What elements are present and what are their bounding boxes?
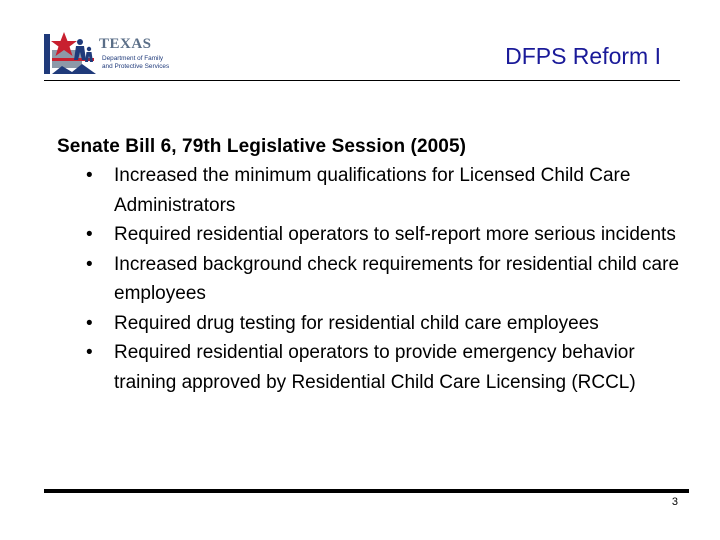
header-divider <box>44 80 680 81</box>
bullet-text: Required drug testing for residential child care employees <box>114 312 599 334</box>
bullet-item <box>57 309 697 339</box>
bullet-dot-icon: • <box>86 312 93 334</box>
bullet-list <box>57 161 697 397</box>
bullet-text: Increased the minimum qualifications for Licensed Child Care Administrators <box>114 165 631 216</box>
logo-subtitle-line-2: and Protective Services <box>102 63 170 70</box>
content-heading: Senate Bill 6, 79th Legislative Session (2005) <box>57 136 467 157</box>
slide-content <box>57 133 697 397</box>
bullet-text: Increased background check requirements for residential child care employees <box>114 253 680 304</box>
bullet-text: Required residential operators to provide emergency behavior training approved by Residential Child Care Licensing (RCCL) <box>114 342 636 393</box>
bullet-dot-icon: • <box>86 253 93 275</box>
bullet-item <box>57 250 697 309</box>
bullet-dot-icon: • <box>86 342 93 363</box>
footer-divider <box>44 489 689 493</box>
logo-subtitle-line-1: Department of Family <box>102 55 164 62</box>
bullet-text: Required residential operators to self-report more serious incidents <box>114 224 676 245</box>
slide-title: DFPS Reform I <box>505 43 661 69</box>
logo-wordmark: TEXAS <box>99 36 152 52</box>
bullet-dot-icon: • <box>86 165 93 186</box>
dfps-logo <box>42 30 184 78</box>
bullet-item <box>57 338 697 397</box>
page-number: 3 <box>671 496 678 508</box>
texas-star-family-icon <box>42 30 98 78</box>
bullet-item <box>57 161 697 220</box>
bullet-item <box>57 220 697 250</box>
bullet-dot-icon: • <box>86 224 93 245</box>
